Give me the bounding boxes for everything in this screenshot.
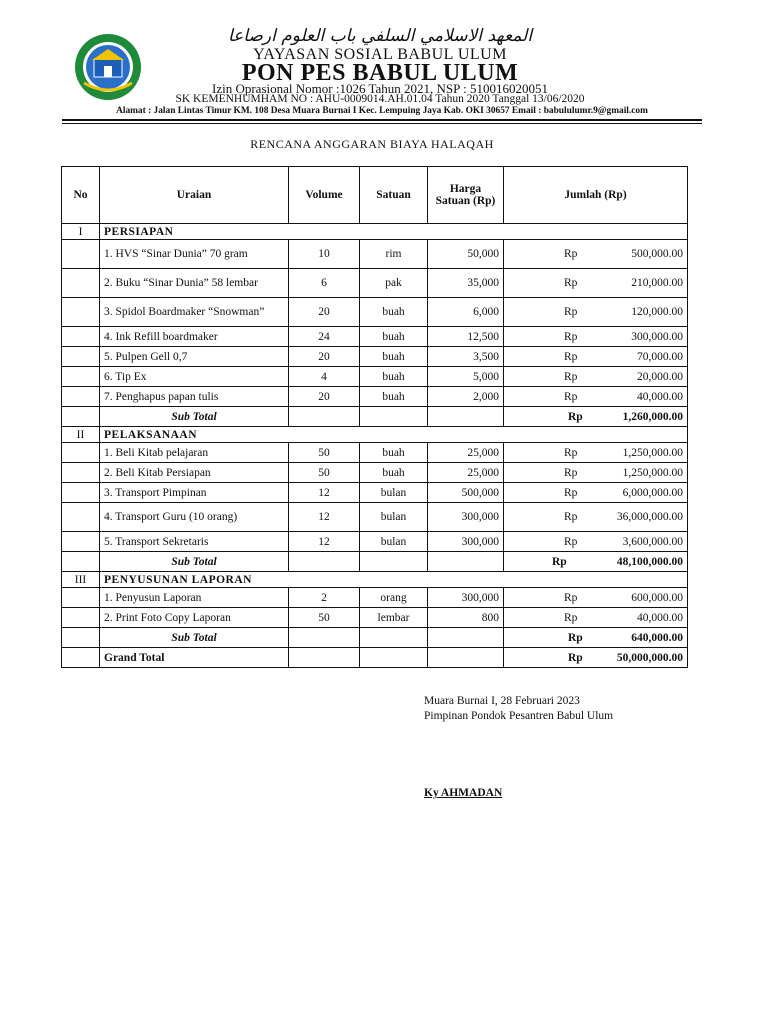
item-volume: 20: [289, 298, 360, 327]
item-volume: 12: [289, 532, 360, 552]
currency-label: Rp: [564, 350, 578, 363]
section-title: PERSIAPAN: [100, 224, 688, 240]
signer-position: Pimpinan Pondok Pesantren Babul Ulum: [424, 710, 614, 722]
item-unit: buah: [360, 443, 428, 463]
item-unit-price: 6,000: [428, 298, 504, 327]
item-unit-price: 12,500: [428, 327, 504, 347]
section-row: [62, 224, 688, 240]
table-row: [62, 387, 688, 407]
subtotal-label: Sub Total: [171, 631, 217, 644]
header-jumlah: Jumlah (Rp): [504, 167, 688, 224]
item-amount: 210,000.00: [631, 277, 683, 289]
section-row: [62, 427, 688, 443]
sk-decree: SK KEMENHUMHAM NO : AHU-0009014.AH.01.04 Tahun 2020 Tanggal 13/06/2020: [175, 93, 585, 105]
section-number: II: [62, 427, 100, 443]
item-unit: buah: [360, 463, 428, 483]
document-title: RENCANA ANGGARAN BIAYA HALAQAH: [250, 137, 494, 151]
signer-name: Ky AHMADAN: [424, 787, 503, 799]
item-volume: 20: [289, 347, 360, 367]
section-row: [62, 572, 688, 588]
item-unit: buah: [360, 367, 428, 387]
table-row: [62, 483, 688, 503]
item-description: 2. Beli Kitab Persiapan: [104, 466, 211, 479]
item-amount: 20,000.00: [637, 370, 683, 383]
item-description: 1. Beli Kitab pelajaran: [104, 446, 209, 459]
table-row: [62, 608, 688, 628]
header-uraian: Uraian: [100, 167, 289, 224]
currency-label: Rp: [564, 611, 578, 624]
item-description: 2. Buku “Sinar Dunia” 58 lembar: [104, 277, 258, 289]
item-unit: lembar: [360, 608, 428, 628]
item-description: 4. Transport Guru (10 orang): [104, 511, 238, 523]
currency-label: Rp: [568, 410, 583, 423]
header-harga-satuan: Harga Satuan (Rp): [428, 167, 504, 224]
subtotal-amount: 48,100,000.00: [616, 555, 683, 568]
currency-label: Rp: [564, 390, 578, 403]
currency-label: Rp: [564, 248, 578, 260]
item-unit-price: 300,000: [428, 503, 504, 532]
item-amount: 600,000.00: [631, 591, 683, 604]
item-unit: rim: [360, 240, 428, 269]
item-amount: 1,250,000.00: [622, 466, 683, 479]
item-unit: bulan: [360, 483, 428, 503]
subtotal-label: Sub Total: [171, 555, 217, 568]
subtotal-row: [62, 407, 688, 427]
currency-label: Rp: [564, 330, 578, 343]
item-volume: 12: [289, 503, 360, 532]
currency-label: Rp: [564, 466, 578, 479]
item-unit: buah: [360, 298, 428, 327]
table-row: [62, 327, 688, 347]
item-unit: buah: [360, 387, 428, 407]
item-unit-price: 800: [428, 608, 504, 628]
currency-label: Rp: [564, 535, 578, 548]
item-description: 3. Spidol Boardmaker “Snowman”: [104, 306, 265, 318]
item-amount: 6,000,000.00: [622, 486, 683, 499]
subtotal-row: [62, 552, 688, 572]
item-amount: 70,000.00: [637, 350, 683, 363]
item-description: 1. Penyusun Laporan: [104, 591, 202, 604]
item-description: 5. Pulpen Gell 0,7: [104, 350, 188, 363]
item-volume: 2: [289, 588, 360, 608]
table-row: [62, 443, 688, 463]
item-amount: 120,000.00: [631, 306, 683, 318]
item-amount: 40,000.00: [637, 390, 683, 403]
item-unit-price: 25,000: [428, 443, 504, 463]
item-volume: 6: [289, 269, 360, 298]
address-line: Alamat : Jalan Lintas Timur KM. 108 Desa Muara Burnai I Kec. Lempuing Jaya Kab. OKI 30657 Email : babululumr.9@gmail.com: [116, 106, 648, 116]
item-volume: 24: [289, 327, 360, 347]
item-amount: 500,000.00: [631, 248, 683, 260]
letterhead-rule-thick: [62, 119, 702, 121]
item-amount: 300,000.00: [631, 330, 683, 343]
item-unit-price: 300,000: [428, 532, 504, 552]
section-number: III: [62, 572, 100, 588]
item-volume: 50: [289, 443, 360, 463]
subtotal-row: [62, 628, 688, 648]
currency-label: Rp: [568, 651, 583, 664]
item-description: 2. Print Foto Copy Laporan: [104, 611, 231, 624]
item-unit: orang: [360, 588, 428, 608]
item-description: 7. Penghapus papan tulis: [104, 390, 219, 403]
item-unit: buah: [360, 327, 428, 347]
item-amount: 3,600,000.00: [622, 535, 683, 548]
grand-total-amount: 50,000,000.00: [616, 651, 683, 664]
item-volume: 4: [289, 367, 360, 387]
place-and-date: Muara Burnai I, 28 Februari 2023: [424, 695, 580, 707]
foundation-name: YAYASAN SOSIAL BABUL ULUM: [253, 46, 507, 63]
item-volume: 20: [289, 387, 360, 407]
item-volume: 50: [289, 608, 360, 628]
budget-table: [61, 166, 688, 668]
table-row: [62, 347, 688, 367]
item-volume: 50: [289, 463, 360, 483]
subtotal-amount: 1,260,000.00: [622, 410, 683, 423]
grand-total-row: [62, 648, 688, 668]
currency-label: Rp: [564, 486, 578, 499]
item-unit-price: 35,000: [428, 269, 504, 298]
item-unit-price: 5,000: [428, 367, 504, 387]
table-row: [62, 463, 688, 483]
item-unit: buah: [360, 347, 428, 367]
currency-label: Rp: [564, 370, 578, 383]
table-row: [62, 240, 688, 269]
letterhead-rule-thin: [62, 123, 702, 124]
item-unit-price: 500,000: [428, 483, 504, 503]
item-unit: bulan: [360, 532, 428, 552]
currency-label: Rp: [564, 446, 578, 459]
item-description: 6. Tip Ex: [104, 370, 147, 383]
currency-label: Rp: [564, 511, 578, 523]
table-row: [62, 269, 688, 298]
table-header-row: [62, 167, 688, 224]
header-volume: Volume: [289, 167, 360, 224]
school-logo: [74, 33, 142, 101]
table-row: [62, 298, 688, 327]
currency-label: Rp: [564, 591, 578, 604]
item-description: 3. Transport Pimpinan: [104, 486, 207, 499]
item-unit-price: 25,000: [428, 463, 504, 483]
item-volume: 10: [289, 240, 360, 269]
currency-label: Rp: [552, 555, 567, 568]
item-unit-price: 2,000: [428, 387, 504, 407]
section-title: PELAKSANAAN: [100, 427, 688, 443]
section-title: PENYUSUNAN LAPORAN: [100, 572, 688, 588]
item-unit-price: 300,000: [428, 588, 504, 608]
item-amount: 36,000,000.00: [616, 511, 683, 523]
item-description: 1. HVS “Sinar Dunia” 70 gram: [104, 248, 248, 260]
item-description: 4. Ink Refill boardmaker: [104, 330, 218, 343]
operational-permit: Izin Oprasional Nomor :1026 Tahun 2021, NSP : 510016020051: [212, 81, 548, 96]
item-unit-price: 3,500: [428, 347, 504, 367]
currency-label: Rp: [564, 277, 578, 289]
item-volume: 12: [289, 483, 360, 503]
header-satuan: Satuan: [360, 167, 428, 224]
item-unit-price: 50,000: [428, 240, 504, 269]
grand-total-label: Grand Total: [100, 648, 289, 668]
item-amount: 1,250,000.00: [622, 446, 683, 459]
table-row: [62, 503, 688, 532]
header-no: No: [62, 167, 100, 224]
item-description: 5. Transport Sekretaris: [104, 535, 209, 548]
item-unit: bulan: [360, 503, 428, 532]
currency-label: Rp: [568, 631, 583, 644]
subtotal-label: Sub Total: [171, 410, 217, 423]
item-amount: 40,000.00: [637, 611, 683, 624]
table-row: [62, 588, 688, 608]
subtotal-amount: 640,000.00: [631, 631, 683, 644]
section-number: I: [62, 224, 100, 240]
table-row: [62, 367, 688, 387]
school-name: PON PES BABUL ULUM: [241, 60, 519, 86]
logo-door: [104, 66, 112, 77]
table-row: [62, 532, 688, 552]
arabic-school-name: المعهد الاسلامي السلفي باب العلوم ارصاعا: [227, 26, 533, 46]
item-unit: pak: [360, 269, 428, 298]
currency-label: Rp: [564, 306, 578, 318]
